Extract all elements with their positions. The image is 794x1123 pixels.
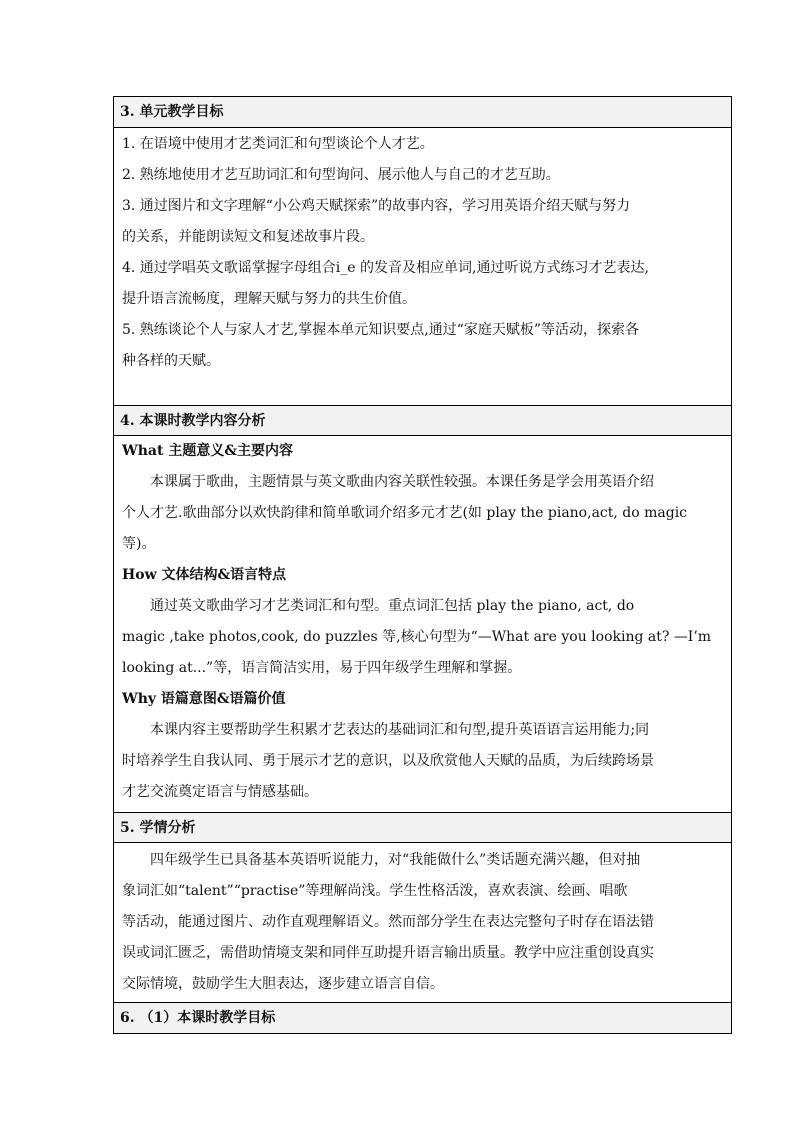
learner-line: 误或词汇匮乏，需借助情境支架和同伴互助提升语言输出质量。教学中应注重创设真实 [122,945,654,961]
goal-item-continuation: 提升语言流畅度，理解天赋与努力的共生价值。 [122,291,416,307]
why-line: 本课内容主要帮助学生积累才艺表达的基础词汇和句型,提升英语语言运用能力;同 [150,722,650,738]
what-line: 个人才艺.歌曲部分以欢快韵律和简单歌词介绍多元才艺(如 play the piano,act, do magic [122,505,688,521]
learner-analysis-body [114,842,731,1002]
what-line: 本课属于歌曲，主题情景与英文歌曲内容关联性较强。本课任务是学会用英语介绍 [150,474,654,490]
learner-line: 交际情境，鼓励学生大胆表达，逐步建立语言自信。 [122,976,444,992]
learner-line: 四年级学生已具备基本英语听说能力，对“我能做什么”类话题充满兴趣，但对抽 [150,852,641,868]
how-line: 通过英文歌曲学习才艺类词汇和句型。重点词汇包括 play the piano, act, do [150,598,635,614]
why-heading: Why 语篇意图&语篇价值 [122,691,286,707]
section-header-content-analysis: 4. 本课时教学内容分析 [114,405,731,435]
how-line: looking at...”等，语言简洁实用，易于四年级学生理解和掌握。 [122,660,522,676]
section-header-unit-goals: 3. 单元教学目标 [114,97,731,127]
lesson-plan-table [113,96,732,1034]
goal-item: 2. 熟练地使用才艺互助词汇和句型询问、展示他人与自己的才艺互助。 [122,167,560,183]
goal-item-continuation: 的关系，并能朗读短文和复述故事片段。 [122,229,374,245]
goal-item-continuation: 种各样的天赋。 [122,353,220,369]
how-line: magic ,take photos,cook, do puzzles 等,核心句型为“—What are you looking at? —I’m [122,629,712,645]
unit-goals-body [114,127,731,405]
why-line: 才艺交流奠定语言与情感基础。 [122,784,318,800]
what-line: 等)。 [122,536,156,552]
section-header-learner-analysis: 5. 学情分析 [114,812,731,842]
goal-item: 3. 通过图片和文字理解“小公鸡天赋探索”的故事内容，学习用英语介绍天赋与努力 [122,198,631,214]
goal-item: 4. 通过学唱英文歌谣掌握字母组合i_e 的发音及相应单词,通过听说方式练习才艺表达, [122,260,649,276]
why-line: 时培养学生自我认同、勇于展示才艺的意识，以及欣赏他人天赋的品质，为后续跨场景 [122,753,654,769]
how-heading: How 文体结构&语言特点 [122,567,287,583]
content-analysis-body [114,435,731,812]
goal-item: 1. 在语境中使用才艺类词汇和句型谈论个人才艺。 [122,136,434,152]
section-header-lesson-goals: 6. （1）本课时教学目标 [114,1002,731,1033]
learner-line: 象词汇如“talent”“practise”等理解尚浅。学生性格活泼，喜欢表演、绘画、唱歌 [122,883,628,899]
what-heading: What 主题意义&主要内容 [122,443,293,459]
learner-line: 等活动，能通过图片、动作直观理解语义。然而部分学生在表达完整句子时存在语法错 [122,914,654,930]
goal-item: 5. 熟练谈论个人与家人才艺,掌握本单元知识要点,通过“家庭天赋板”等活动，探索各 [122,322,640,338]
